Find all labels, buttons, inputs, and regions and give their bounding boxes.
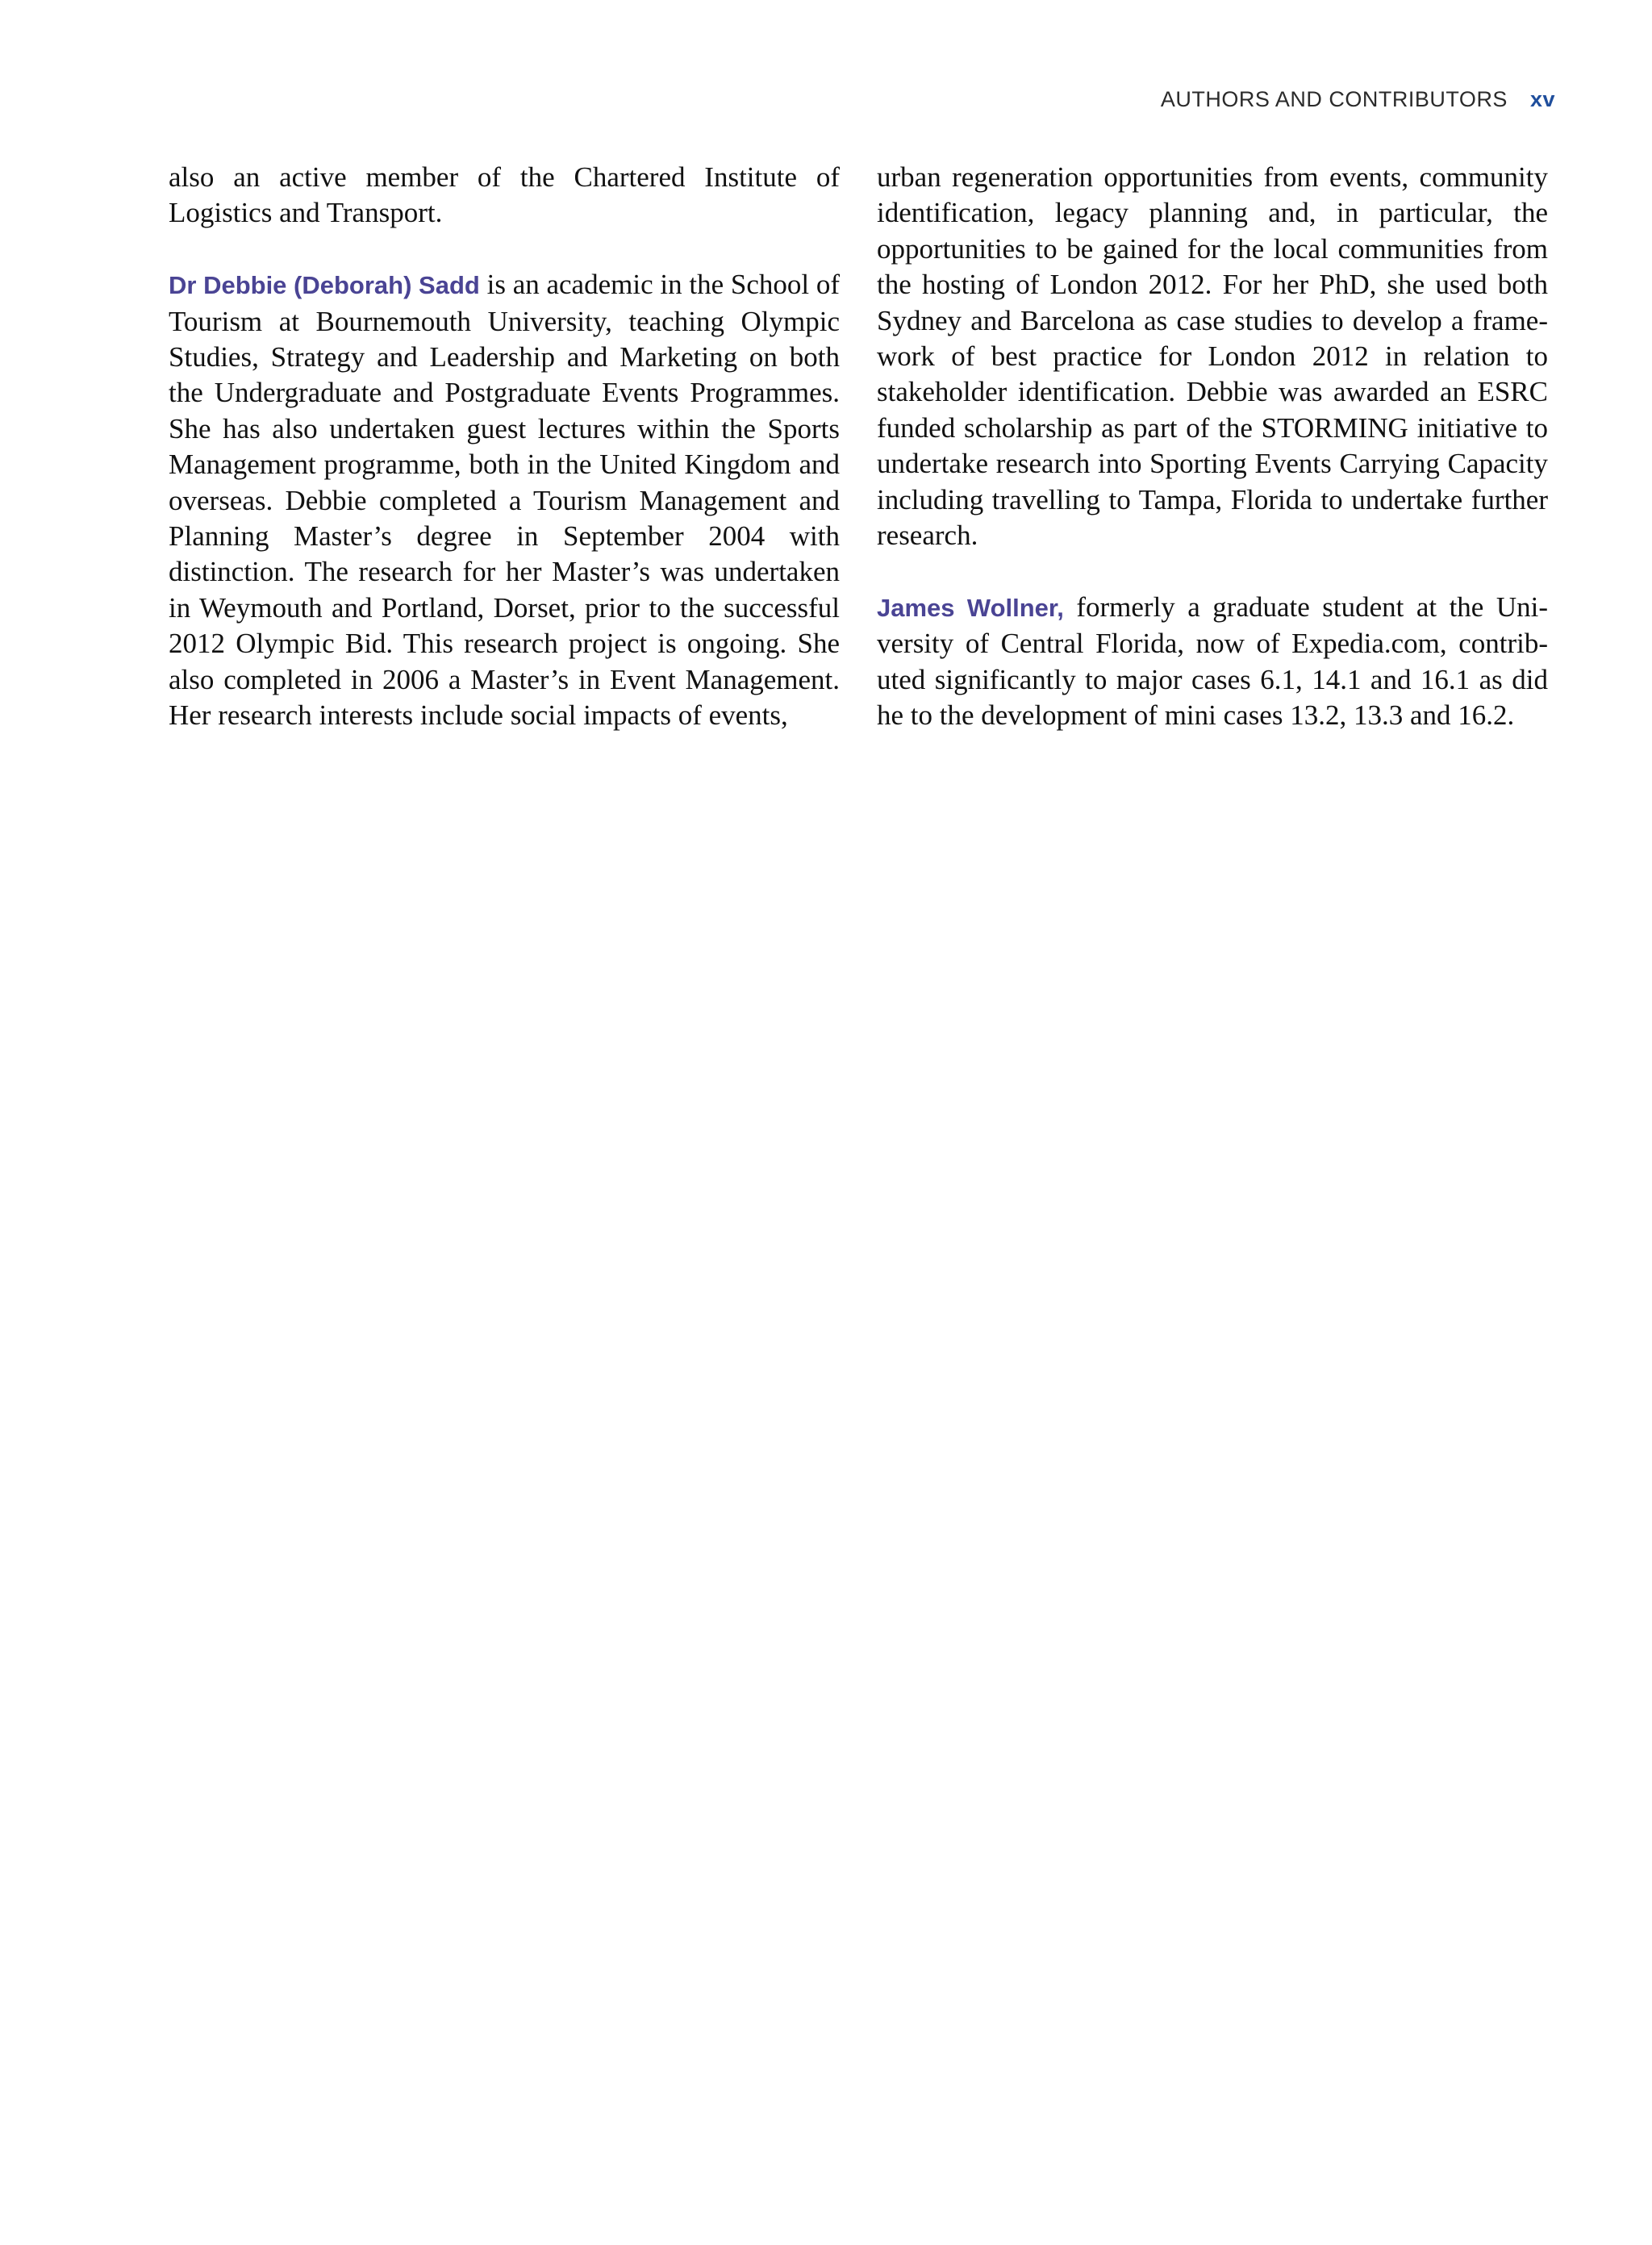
author-name-sadd: Dr Debbie (Deborah) Sadd — [169, 271, 480, 300]
left-column — [169, 160, 840, 770]
right-column — [877, 160, 1548, 770]
bio-text-sadd: is an academic in the School of Tourism at Bournemouth University, teaching Olympic Studies, Strategy and Leadership and Marketing on both the Undergraduate and Postgraduate Events Programmes. She has also undertaken guest lectures within the Sports Management programme, both in the United Kingdom and overseas. Debbie completed a Tourism Management and Planning Master’s degree in September 2004 with distinction. The research for her Master’s was undertaken in Weymouth and Portland, Dorset, prior to the successful 2012 Olympic Bid. This research project is ongoing. She also completed in 2006 a Master’s in Event Management. Her research interests include social impacts of events, — [169, 269, 840, 732]
bio-text-wollner: formerly a graduate student at the University of Central Florida, now of Expedia.com, contributed significantly to major cases 6.1, 14.1 and 16.1 as did he to the development of mini cases 13.2, 13.3 and 16.2. — [877, 590, 1548, 732]
continuation-paragraph: also an active member of the Chartered Institute of Logistics and Transport. — [169, 161, 840, 229]
running-head — [1161, 87, 1555, 112]
continuation-paragraph: urban regeneration opportunities from events, community identification, legacy planning and, in particular, the opportunities to be gained for the local communities from the hosting of London 2012. For her PhD, she used both Sydney and Barcelona as case studies to develop a framework of best practice for London 2012 in relation to stakeholder identification. Debbie was awarded an ESRC funded scholarship as part of the STORMING initiative to undertake research into Sporting Events Carrying Capacity including travelling to Tampa, Florida to undertake further research. — [877, 161, 1548, 552]
section-title: AUTHORS AND CONTRIBUTORS — [1160, 87, 1508, 111]
author-name-wollner: James Wollner, — [877, 593, 1064, 622]
page-number: xv — [1529, 87, 1555, 111]
bio-wollner — [877, 590, 1548, 734]
bio-sadd — [169, 267, 840, 733]
